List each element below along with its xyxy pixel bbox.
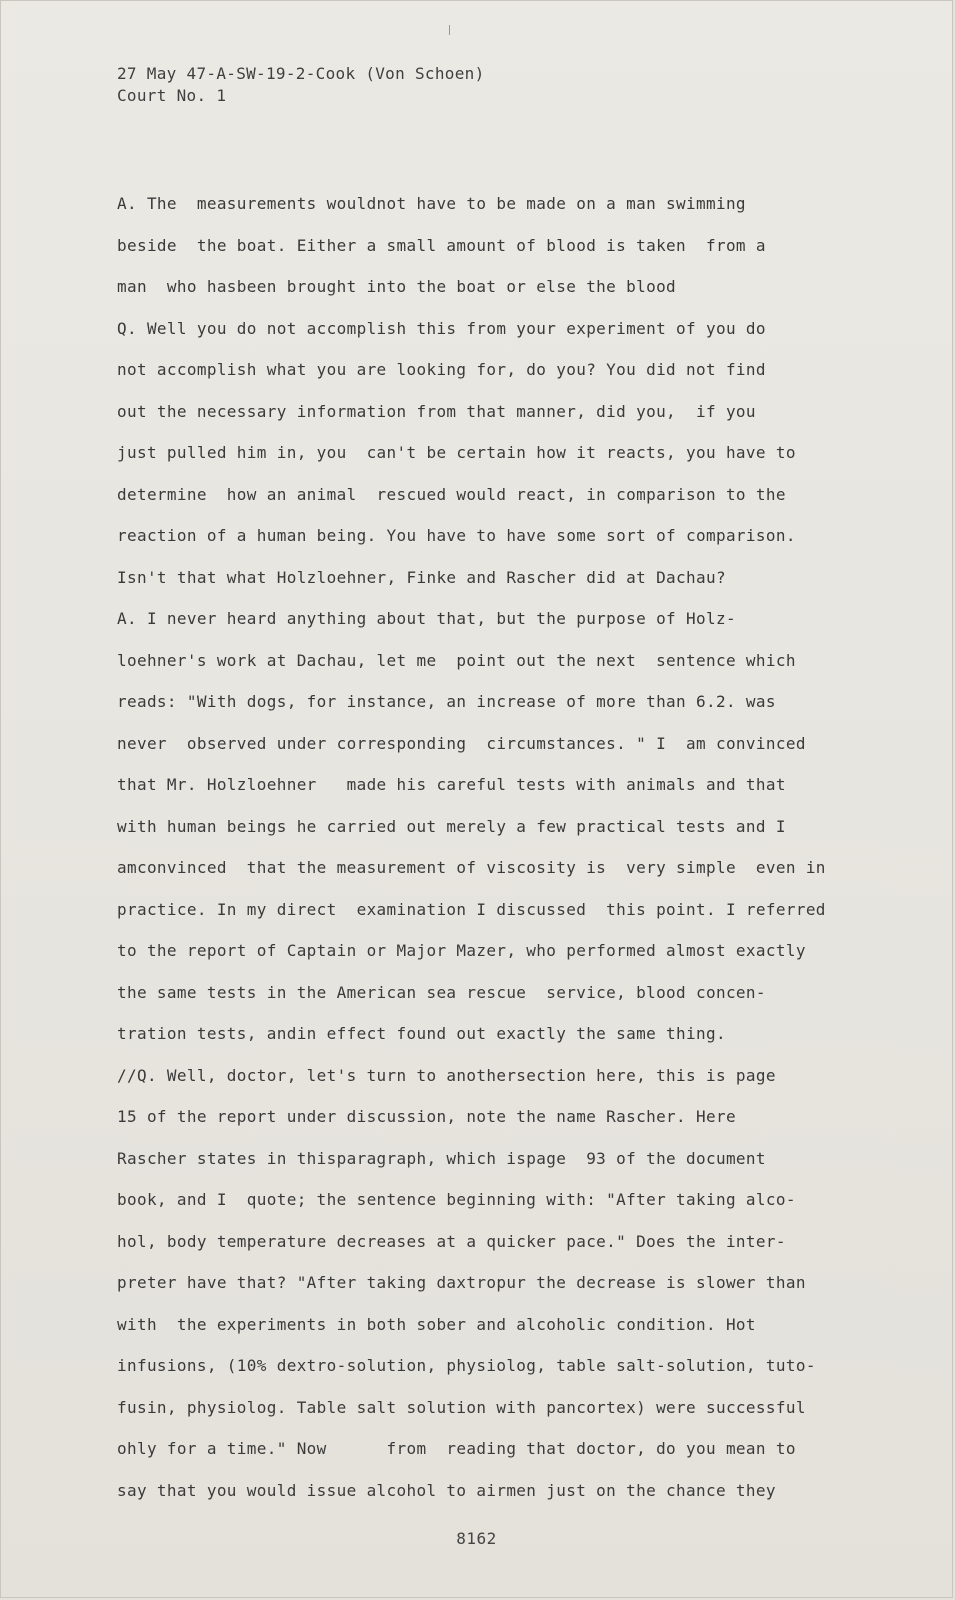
- transcript-line: man who hasbeen brought into the boat or else the blood: [117, 277, 677, 296]
- transcript-line: beside the boat. Either a small amount of blood is taken from a: [117, 235, 766, 255]
- transcript-line: with human beings he carried out merely a few practical tests and I: [117, 816, 786, 836]
- page-number: 8162: [456, 1529, 497, 1548]
- transcript-line: reaction of a human being. You have to have some sort of comparison.: [117, 526, 796, 545]
- transcript-line: infusions, (10% dextro-solution, physiolog, table salt-solution, tuto-: [117, 1356, 816, 1375]
- transcript-line: amconvinced that the measurement of viscosity is very simple even in: [117, 858, 826, 877]
- transcript-line: A. I never heard anything about that, but the purpose of Holz-: [117, 609, 736, 628]
- transcript-line: loehner's work at Dachau, let me point out the next sentence which: [117, 650, 796, 670]
- transcript-line: practice. In my direct examination I discussed this point. I referred: [117, 899, 826, 919]
- transcript-line: that Mr. Holzloehner made his careful tests with animals and that: [117, 775, 786, 794]
- transcript-line: reads: "With dogs, for instance, an increase of more than 6.2. was: [117, 692, 776, 711]
- transcript-line: out the necessary information from that manner, did you, if you: [117, 401, 756, 421]
- transcript-line: A. The measurements wouldnot have to be made on a man swimming: [117, 194, 746, 213]
- transcript-line: 15 of the report under discussion, note the name Rascher. Here: [117, 1107, 736, 1126]
- transcript-line: ohly for a time." Now from reading that doctor, do you mean to: [117, 1439, 796, 1458]
- transcript-line: to the report of Captain or Major Mazer, who performed almost exactly: [117, 941, 806, 960]
- header-court-line: Court No. 1: [117, 86, 227, 105]
- document-header: [117, 63, 485, 107]
- margin-mark: [449, 25, 450, 35]
- header-date-case-line: 27 May 47-A-SW-19-2-Cook (Von Schoen): [117, 64, 485, 83]
- transcript-line: with the experiments in both sober and alcoholic condition. Hot: [117, 1314, 756, 1334]
- transcript-line: fusin, physiolog. Table salt solution with pancortex) were successful: [117, 1397, 806, 1417]
- transcript-line: Q. Well you do not accomplish this from your experiment of you do: [117, 318, 766, 338]
- transcript-line: //Q. Well, doctor, let's turn to anothersection here, this is page: [117, 1065, 776, 1085]
- transcript-line: just pulled him in, you can't be certain how it reacts, you have to: [117, 443, 796, 462]
- transcript-line: Isn't that what Holzloehner, Finke and Rascher did at Dachau?: [117, 567, 726, 587]
- transcript-line: never observed under corresponding circumstances. " I am convinced: [117, 733, 806, 753]
- transcript-line: book, and I quote; the sentence beginning with: "After taking alco-: [117, 1190, 796, 1209]
- transcript-line: preter have that? "After taking daxtropur the decrease is slower than: [117, 1273, 806, 1292]
- transcript-line: the same tests in the American sea rescue service, blood concen-: [117, 982, 766, 1002]
- transcript-body: [117, 183, 857, 1511]
- transcript-line: tration tests, andin effect found out exactly the same thing.: [117, 1024, 726, 1043]
- transcript-line: hol, body temperature decreases at a quicker pace." Does the inter-: [117, 1231, 786, 1251]
- transcript-line: Rascher states in thisparagraph, which ispage 93 of the document: [117, 1148, 766, 1168]
- transcript-line: determine how an animal rescued would react, in comparison to the: [117, 484, 786, 504]
- transcript-line: not accomplish what you are looking for, do you? You did not find: [117, 360, 766, 379]
- transcript-line: say that you would issue alcohol to airmen just on the chance they: [117, 1480, 776, 1500]
